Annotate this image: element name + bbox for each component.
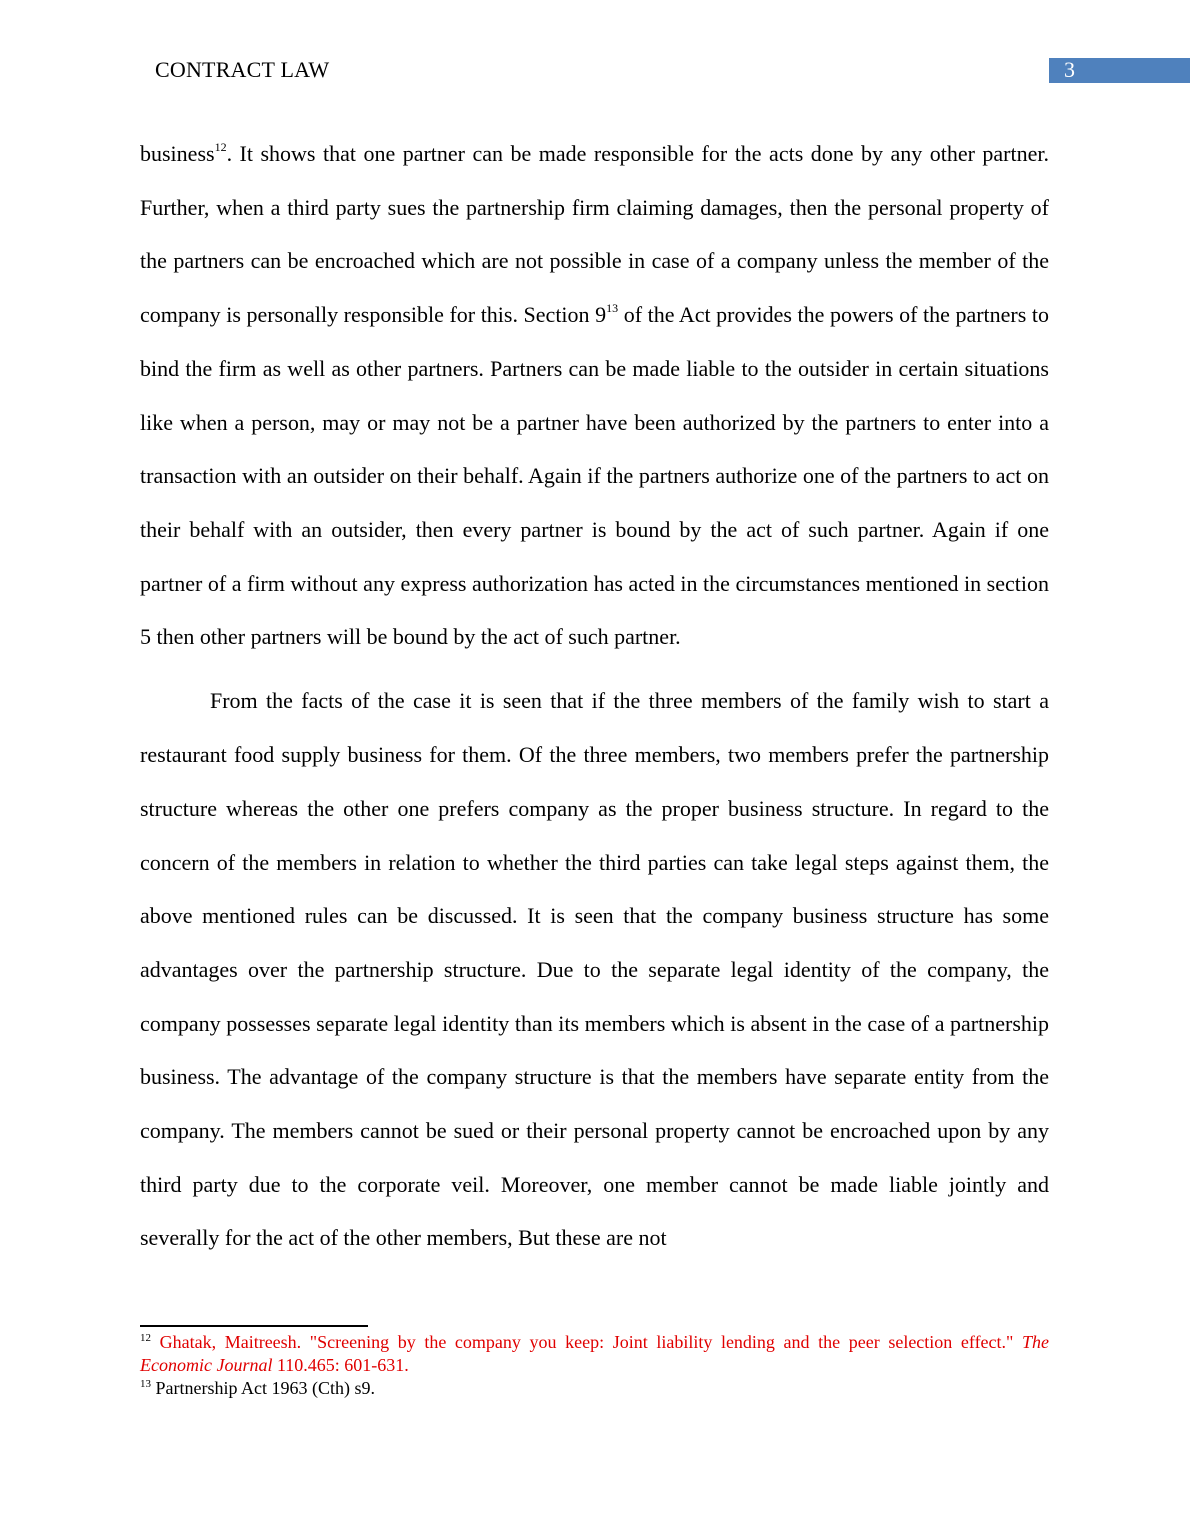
running-header-title: CONTRACT LAW xyxy=(155,57,330,82)
footnote-12-marker: 12 xyxy=(140,1332,151,1344)
paragraph-1 xyxy=(140,127,1049,664)
footnotes xyxy=(140,1331,1049,1400)
page-number-box xyxy=(1049,58,1190,83)
footnote-12-journal: The Economic Journal xyxy=(140,1332,1049,1375)
footnote-12 xyxy=(140,1331,1049,1377)
footnote-13-marker: 13 xyxy=(140,1378,151,1390)
footnote-12-rest: 110.465: 601-631. xyxy=(272,1355,409,1375)
footnote-13 xyxy=(140,1377,1049,1400)
footnote-separator xyxy=(140,1325,368,1327)
footnote-13-text: Partnership Act 1963 (Cth) s9. xyxy=(151,1378,375,1398)
footnote-ref-12[interactable]: 12 xyxy=(214,140,227,154)
body-text xyxy=(140,127,1049,1265)
footnote-ref-13[interactable]: 13 xyxy=(606,301,619,316)
footnote-12-text: Ghatak, Maitreesh. "Screening by the company you keep: Joint liability lending and the peer selection effect." xyxy=(151,1332,1022,1352)
paragraph-1-text-b: of the Act provides the powers of the partners to bind the firm as well as other partners. Partners can be made liable to the outsider in certain situations like when a person, may or may not be a partner have been authorized by the partners to enter into a transaction with an outsider on their behalf. Again if the partners authorize one of the partners to act on their behalf with an outsider, then every partner is bound by the act of such partner. Again if one partner of a firm without any express authorization has acted in the circumstances mentioned in section 5 then other partners will be bound by the act of such partner. xyxy=(140,302,1049,650)
paragraph-1-text-a: . It shows that one partner can be made responsible for the acts done by any other partner. Further, when a third party sues the partnership firm claiming damages, then the personal property of the partners can be encroached which are not possible in case of a company unless the member of the company is personally responsible for this. Section 9 xyxy=(140,141,1049,328)
paragraph-2: From the facts of the case it is seen that if the three members of the family wish to start a restaurant food supply business for them. Of the three members, two members prefer the partnership structure whereas the other one prefers company as the proper business structure. In regard to the concern of the members in relation to whether the third parties can take legal steps against them, the above mentioned rules can be discussed. It is seen that the company business structure has some advantages over the partnership structure. Due to the separate legal identity of the company, the company possesses separate legal identity than its members which is absent in the case of a partnership business. The advantage of the company structure is that the members have separate entity from the company. The members cannot be sued or their personal property cannot be encroached upon by any third party due to the corporate veil. Moreover, one member cannot be made liable jointly and severally for the act of the other members, But these are not xyxy=(140,688,1049,1251)
paragraph-1-lead: business xyxy=(140,141,215,166)
page-number: 3 xyxy=(1064,57,1075,82)
